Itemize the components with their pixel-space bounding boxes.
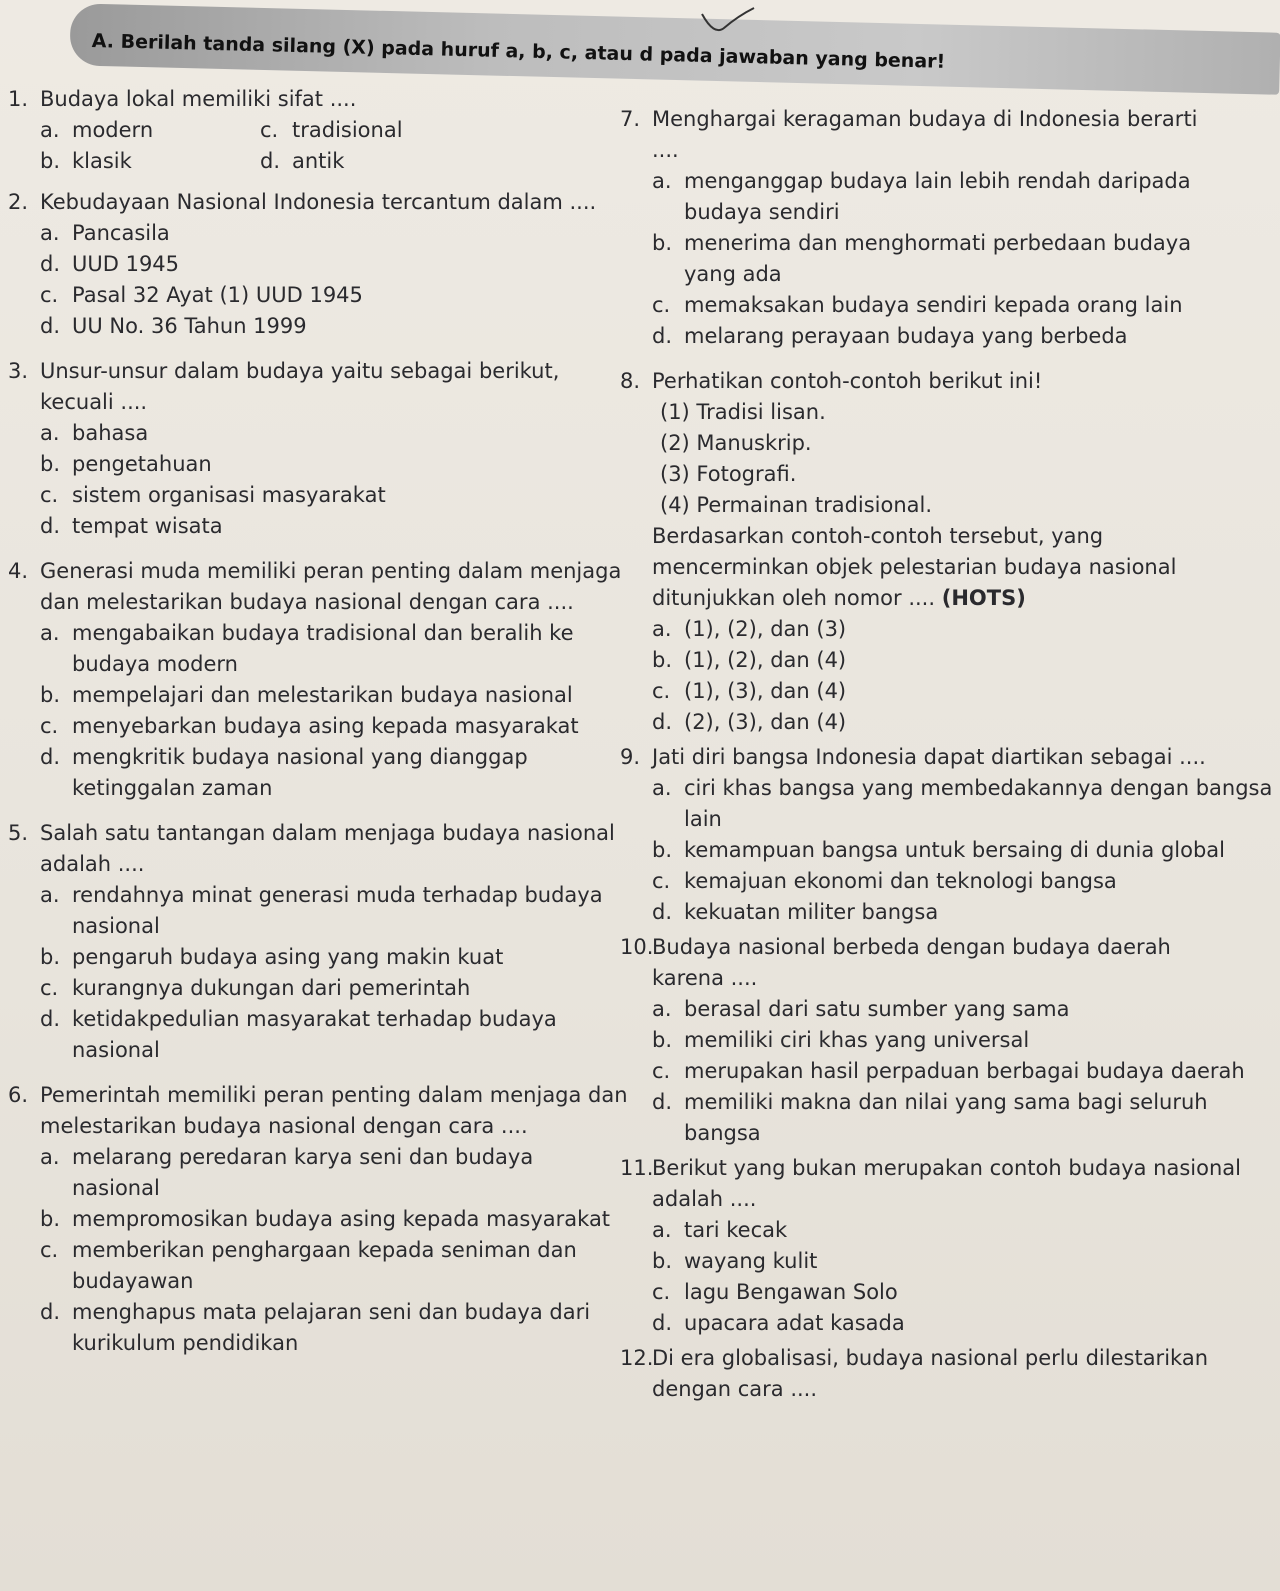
option-c[interactable]: c. kurangnya dukungan dari pemerintah xyxy=(40,976,471,1000)
list-item: (1) Tradisi lisan. xyxy=(660,400,826,424)
right-column xyxy=(620,104,1275,1405)
question-stem: Unsur-unsur dalam budaya yaitu sebagai berikut, kecuali .... xyxy=(40,359,560,414)
question-7 xyxy=(620,104,1275,352)
question-stem: Menghargai keragaman budaya di Indonesia berarti .... xyxy=(652,107,1198,162)
question-stem: Pemerintah memiliki peran penting dalam menjaga dan melestarikan budaya nasional dengan cara .... xyxy=(40,1083,628,1138)
option-c[interactable]: c. kemajuan ekonomi dan teknologi bangsa xyxy=(652,869,1117,893)
option-a[interactable]: a. bahasa xyxy=(40,421,149,445)
question-5 xyxy=(8,818,628,1066)
option-a[interactable]: a. rendahnya minat generasi muda terhadap budaya nasional xyxy=(40,883,603,938)
question-stem: Budaya nasional berbeda dengan budaya daerah karena .... xyxy=(652,935,1171,990)
option-b[interactable]: b. klasik xyxy=(40,149,132,173)
option-b[interactable]: b. mempelajari dan melestarikan budaya nasional xyxy=(40,683,573,707)
question-2 xyxy=(8,187,628,342)
option-c[interactable]: c. sistem organisasi masyarakat xyxy=(40,483,386,507)
option-b[interactable]: b. (1), (2), dan (4) xyxy=(652,648,847,672)
question-8 xyxy=(620,366,1275,738)
question-stem: Salah satu tantangan dalam menjaga budaya nasional adalah .... xyxy=(40,821,615,876)
option-b[interactable]: b. pengetahuan xyxy=(40,452,212,476)
left-column xyxy=(8,84,628,1359)
option-c[interactable]: c. tradisional xyxy=(260,118,403,142)
option-b[interactable]: b. mempromosikan budaya asing kepada masyarakat xyxy=(40,1207,611,1231)
list-item: (4) Permainan tradisional. xyxy=(660,493,933,517)
question-number: 11. xyxy=(620,1156,654,1180)
question-number: 4. xyxy=(8,559,29,583)
option-d[interactable]: d. upacara adat kasada xyxy=(652,1311,905,1335)
list-item: (3) Fotografi. xyxy=(660,462,797,486)
option-c[interactable]: c. lagu Bengawan Solo xyxy=(652,1280,898,1304)
question-number: 5. xyxy=(8,821,29,845)
option-d[interactable]: d. antik xyxy=(260,149,345,173)
question-number: 1. xyxy=(8,87,29,111)
option-d[interactable]: d. UUD 1945 xyxy=(40,252,180,276)
option-b[interactable]: b. kemampuan bangsa untuk bersaing di dunia global xyxy=(652,838,1225,862)
option-a[interactable]: a. modern xyxy=(40,118,154,142)
question-number: 12. xyxy=(620,1346,654,1370)
option-a[interactable]: a. mengabaikan budaya tradisional dan beralih ke budaya modern xyxy=(40,621,574,676)
option-c[interactable]: c. merupakan hasil perpaduan berbagai budaya daerah xyxy=(652,1059,1245,1083)
option-a[interactable]: a. berasal dari satu sumber yang sama xyxy=(652,997,1070,1021)
question-number: 8. xyxy=(620,369,641,393)
question-3 xyxy=(8,356,628,542)
option-d[interactable]: d. kekuatan militer bangsa xyxy=(652,900,939,924)
option-c[interactable]: c. memaksakan budaya sendiri kepada orang lain xyxy=(652,293,1183,317)
question-stem-continued: Berdasarkan contoh-contoh tersebut, yang mencerminkan objek pelestarian budaya nasional ditunjukkan oleh nomor .... xyxy=(652,524,1177,610)
question-stem: Budaya lokal memiliki sifat .... xyxy=(40,87,357,111)
question-10 xyxy=(620,932,1275,1149)
option-d[interactable]: d. UU No. 36 Tahun 1999 xyxy=(40,314,307,338)
option-d[interactable]: d. tempat wisata xyxy=(40,514,223,538)
option-b[interactable]: b. wayang kulit xyxy=(652,1249,818,1273)
option-c[interactable]: c. memberikan penghargaan kepada seniman dan budayawan xyxy=(40,1238,577,1293)
option-d[interactable]: d. menghapus mata pelajaran seni dan budaya dari kurikulum pendidikan xyxy=(40,1300,591,1355)
question-12 xyxy=(620,1343,1275,1405)
question-1 xyxy=(8,84,628,177)
option-a[interactable]: a. melarang peredaran karya seni dan budaya nasional xyxy=(40,1145,534,1200)
option-c[interactable]: c. menyebarkan budaya asing kepada masyarakat xyxy=(40,714,579,738)
question-number: 6. xyxy=(8,1083,29,1107)
question-number: 10. xyxy=(620,935,654,959)
question-11 xyxy=(620,1153,1275,1339)
hots-label: (HOTS) xyxy=(941,586,1026,610)
question-stem: Berikut yang bukan merupakan contoh budaya nasional adalah .... xyxy=(652,1156,1241,1211)
option-d[interactable]: d. (2), (3), dan (4) xyxy=(652,710,847,734)
question-stem: Generasi muda memiliki peran penting dalam menjaga dan melestarikan budaya nasional dengan cara .... xyxy=(40,559,622,614)
option-a[interactable]: a. tari kecak xyxy=(652,1218,788,1242)
question-stem: Jati diri bangsa Indonesia dapat diartikan sebagai .... xyxy=(652,745,1206,769)
question-number: 7. xyxy=(620,107,641,131)
instruction-text: A. Berilah tanda silang (X) pada huruf a, b, c, atau d pada jawaban yang benar! xyxy=(91,30,946,73)
question-4 xyxy=(8,556,628,804)
question-stem: Di era globalisasi, budaya nasional perlu dilestarikan dengan cara .... xyxy=(652,1346,1208,1401)
option-d[interactable]: d. memiliki makna dan nilai yang sama bagi seluruh bangsa xyxy=(652,1090,1208,1145)
option-d[interactable]: d. mengkritik budaya nasional yang dianggap ketinggalan zaman xyxy=(40,745,528,800)
question-number: 3. xyxy=(8,359,29,383)
option-b[interactable]: b. menerima dan menghormati perbedaan budaya yang ada xyxy=(652,231,1192,286)
option-c[interactable]: c. (1), (3), dan (4) xyxy=(652,679,847,703)
list-item: (2) Manuskrip. xyxy=(660,431,812,455)
question-stem: Kebudayaan Nasional Indonesia tercantum dalam .... xyxy=(40,190,597,214)
question-stem: Perhatikan contoh-contoh berikut ini! xyxy=(652,369,1043,393)
option-c[interactable]: c. Pasal 32 Ayat (1) UUD 1945 xyxy=(40,283,363,307)
option-a[interactable]: a. ciri khas bangsa yang membedakannya dengan bangsa lain xyxy=(652,776,1273,831)
option-a[interactable]: a. menganggap budaya lain lebih rendah daripada budaya sendiri xyxy=(652,169,1191,224)
option-b[interactable]: b. memiliki ciri khas yang universal xyxy=(652,1028,1030,1052)
checkmark-icon xyxy=(700,6,756,36)
question-6 xyxy=(8,1080,628,1359)
option-d[interactable]: d. ketidakpedulian masyarakat terhadap budaya nasional xyxy=(40,1007,557,1062)
question-number: 9. xyxy=(620,745,641,769)
question-9 xyxy=(620,742,1275,928)
option-d[interactable]: d. melarang perayaan budaya yang berbeda xyxy=(652,324,1128,348)
question-number: 2. xyxy=(8,190,29,214)
option-a[interactable]: a. Pancasila xyxy=(40,221,170,245)
option-b[interactable]: b. pengaruh budaya asing yang makin kuat xyxy=(40,945,504,969)
option-a[interactable]: a. (1), (2), dan (3) xyxy=(652,617,847,641)
